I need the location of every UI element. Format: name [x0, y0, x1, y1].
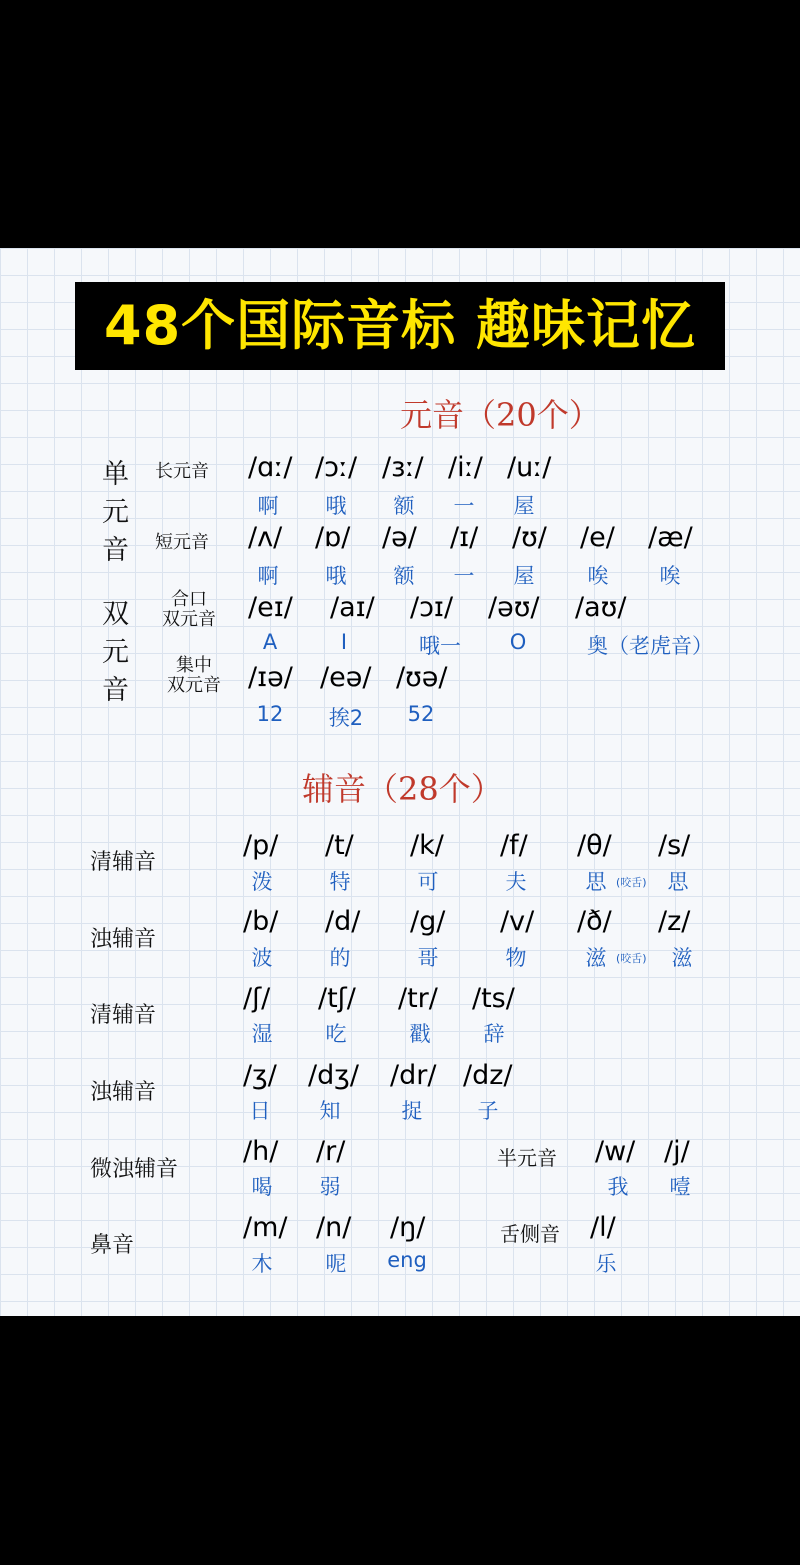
memory-hint: 思: [585, 870, 607, 894]
memory-hint: 知: [319, 1099, 341, 1123]
memory-hint: 夫: [505, 870, 527, 894]
semivowel-label: 半元音: [497, 1146, 557, 1170]
ipa-symbol: /ɪ/: [450, 522, 479, 553]
ipa-symbol: /aʊ/: [575, 592, 627, 623]
memory-hint: 额: [393, 564, 415, 588]
page-title: 48个国际音标 趣味记忆: [104, 294, 696, 357]
consonant-row-label: 浊辅音: [90, 1080, 157, 1105]
memory-hint: 乐: [595, 1252, 617, 1276]
consonant-row-label: 微浊辅音: [90, 1157, 179, 1182]
ipa-symbol: /ʌ/: [248, 522, 283, 553]
memory-hint: 呢: [325, 1252, 347, 1276]
diph-label-2: 元: [102, 637, 129, 668]
ipa-symbol: /ə/: [382, 522, 417, 553]
ipa-symbol: /dʒ/: [308, 1060, 359, 1091]
memory-hint: 12: [256, 702, 284, 726]
memory-hint: 的: [329, 946, 351, 970]
memory-hint: 奥（老虎音）: [587, 634, 713, 658]
ipa-symbol: /uː/: [507, 452, 552, 483]
memory-hint: 屋: [513, 494, 535, 518]
memory-hint: 波: [251, 946, 273, 970]
memory-hint: 啊: [257, 494, 279, 518]
mono-label-1: 单: [102, 459, 129, 490]
mono-label-2: 元: [102, 497, 129, 528]
memory-hint: 屋: [513, 564, 535, 588]
memory-hint: 泼: [251, 870, 273, 894]
memory-hint: 思: [667, 870, 689, 894]
memory-hint: O: [509, 630, 527, 654]
consonants-heading: 辅音（28个）: [302, 770, 503, 808]
consonant-row-label: 清辅音: [90, 850, 157, 875]
ipa-symbol: /ʊ/: [512, 522, 547, 553]
memory-hint: I: [340, 630, 348, 654]
memory-hint: 滋: [671, 946, 693, 970]
diph-label-3: 音: [102, 675, 129, 706]
ipa-symbol: /k/: [410, 830, 444, 861]
memory-hint: 哥: [417, 946, 439, 970]
memory-hint: 物: [505, 946, 527, 970]
memory-hint: 52: [407, 702, 435, 726]
ipa-symbol: /b/: [243, 906, 279, 937]
ipa-symbol: /m/: [243, 1212, 288, 1243]
ipa-symbol: /æ/: [648, 522, 693, 553]
ipa-symbol: /ɔɪ/: [410, 592, 454, 623]
memory-hint: 噎: [669, 1175, 691, 1199]
diph-label-1: 双: [102, 599, 129, 630]
memory-hint: 木: [251, 1252, 273, 1276]
memory-hint: 一: [453, 564, 475, 588]
memory-hint: 湿: [251, 1022, 273, 1046]
ipa-symbol: /aɪ/: [330, 592, 375, 623]
ipa-symbol: /θ/: [577, 830, 612, 861]
ipa-symbol: /v/: [500, 906, 535, 937]
ipa-symbol: /f/: [500, 830, 528, 861]
memory-hint: 唉: [659, 564, 681, 588]
closing-diph-label: 合口 双元音: [162, 589, 216, 630]
ipa-symbol: /ŋ/: [390, 1212, 426, 1243]
ipa-symbol: /w/: [595, 1136, 636, 1167]
note-bite-tongue: (咬舌): [616, 876, 647, 889]
memory-hint: 额: [393, 494, 415, 518]
memory-hint: 哦: [325, 494, 347, 518]
centering-diph-label: 集中 双元音: [167, 655, 221, 696]
memory-hint: 可: [417, 870, 439, 894]
memory-hint: A: [262, 630, 278, 654]
ipa-symbol: /d/: [325, 906, 361, 937]
long-vowel-label: 长元音: [155, 461, 209, 482]
memory-hint: 唉: [587, 564, 609, 588]
memory-hint: 挨2: [328, 706, 364, 730]
memory-hint: 捉: [401, 1099, 423, 1123]
memory-hint: 戳: [409, 1022, 431, 1046]
ipa-symbol: /j/: [664, 1136, 690, 1167]
ipa-symbol: /z/: [658, 906, 691, 937]
ipa-symbol: /s/: [658, 830, 691, 861]
memory-hint: 我: [607, 1175, 629, 1199]
ipa-symbol: /h/: [243, 1136, 279, 1167]
ipa-symbol: /əʊ/: [488, 592, 540, 623]
ipa-symbol: /p/: [243, 830, 279, 861]
note-bite-tongue: (咬舌): [616, 952, 647, 965]
short-vowel-label: 短元音: [155, 532, 209, 553]
memory-hint: 弱: [319, 1175, 341, 1199]
ipa-symbol: /ɜː/: [382, 452, 424, 483]
ipa-symbol: /ʃ/: [243, 983, 271, 1014]
ipa-symbol: /ɑː/: [248, 452, 293, 483]
ipa-symbol: /r/: [316, 1136, 346, 1167]
memory-hint: eng: [387, 1248, 427, 1272]
ipa-symbol: /ɪə/: [248, 662, 293, 693]
vowels-heading: 元音（20个）: [400, 396, 601, 434]
ipa-symbol: /ɒ/: [315, 522, 351, 553]
memory-hint: 特: [329, 870, 351, 894]
ipa-symbol: /ts/: [472, 983, 515, 1014]
ipa-symbol: /tʃ/: [318, 983, 356, 1014]
ipa-symbol: /l/: [590, 1212, 616, 1243]
memory-hint: 吃: [325, 1022, 347, 1046]
memory-hint: 一: [453, 494, 475, 518]
memory-hint: 啊: [257, 564, 279, 588]
ipa-symbol: /dz/: [463, 1060, 513, 1091]
memory-hint: 日: [249, 1099, 271, 1123]
memory-hint: 哦一: [419, 634, 461, 658]
ipa-symbol: /eɪ/: [248, 592, 293, 623]
ipa-symbol: /iː/: [448, 452, 483, 483]
consonant-row-label: 浊辅音: [90, 927, 157, 952]
ipa-symbol: /dr/: [390, 1060, 437, 1091]
consonant-row-label: 鼻音: [90, 1233, 135, 1258]
ipa-symbol: /ʊə/: [396, 662, 448, 693]
ipa-symbol: /e/: [580, 522, 615, 553]
ipa-symbol: /n/: [316, 1212, 352, 1243]
memory-hint: 辞: [483, 1022, 505, 1046]
ipa-symbol: /ɔː/: [315, 452, 358, 483]
mono-label-3: 音: [102, 535, 129, 566]
memory-hint: 滋: [585, 946, 607, 970]
ipa-symbol: /g/: [410, 906, 446, 937]
memory-hint: 子: [477, 1099, 499, 1123]
ipa-symbol: /tr/: [398, 983, 438, 1014]
ipa-symbol: /ð/: [577, 906, 612, 937]
ipa-symbol: /eə/: [320, 662, 372, 693]
consonant-row-label: 清辅音: [90, 1003, 157, 1028]
ipa-symbol: /ʒ/: [243, 1060, 277, 1091]
memory-hint: 哦: [325, 564, 347, 588]
ipa-symbol: /t/: [325, 830, 354, 861]
lateral-label: 舌侧音: [500, 1222, 560, 1246]
memory-hint: 喝: [251, 1175, 273, 1199]
